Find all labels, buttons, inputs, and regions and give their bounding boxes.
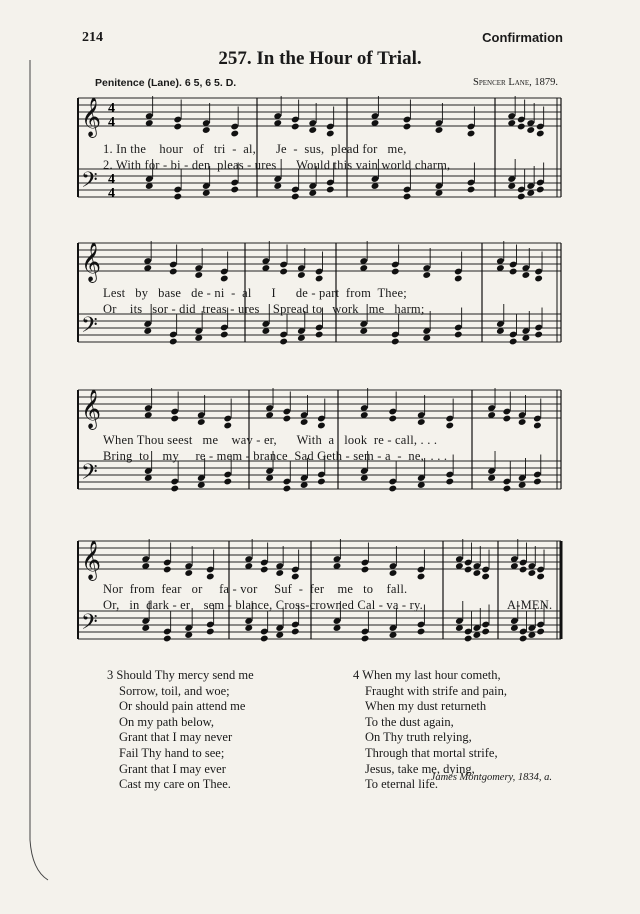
note-head — [223, 478, 232, 486]
stanza3-line: Or should pain attend me — [119, 699, 246, 714]
note-head — [533, 422, 542, 430]
note-head — [435, 126, 444, 134]
note-head — [536, 628, 545, 636]
stanza3-line: On my path below, — [119, 714, 215, 729]
note-head — [422, 271, 431, 279]
treble-clef-icon: 𝄞 — [81, 389, 102, 429]
stanza4-line: 4 When my last hour cometh, — [353, 668, 501, 682]
note-head — [526, 126, 535, 134]
note-head — [534, 275, 543, 283]
note-head — [388, 415, 397, 423]
bass-clef-icon: 𝄢 — [81, 168, 98, 198]
note-head — [315, 331, 324, 339]
note-head — [223, 422, 232, 430]
stanza4-line: To the dust again, — [365, 714, 454, 729]
note-head — [202, 126, 211, 134]
treble-clef-icon: 𝄞 — [81, 540, 102, 580]
system3-verse2: Bring to my re - mem - brance Sad Geth - sem - a - ne, . . . — [103, 449, 448, 463]
note-head — [275, 569, 284, 577]
stanza3-line: Grant that I may never — [119, 730, 233, 745]
bass-clef-icon: 𝄢 — [81, 313, 98, 343]
note-head — [170, 485, 179, 493]
time-signature: 4 — [108, 172, 115, 187]
system4-verse2: Or, in dark - er sem - blance, Cross-crowned Cal - va - ry. — [103, 598, 423, 612]
note-head — [163, 635, 172, 643]
note-head — [317, 422, 326, 430]
note-head — [326, 186, 335, 194]
note-head — [260, 566, 269, 574]
note-head — [291, 573, 300, 581]
stanza4-line: Through that mortal strife, — [365, 745, 498, 760]
note-head — [467, 130, 476, 138]
note-head — [230, 186, 239, 194]
note-head — [206, 628, 215, 636]
stanza3-line: Grant that I may ever — [119, 761, 226, 776]
stanza4-line: When my dust returneth — [365, 699, 487, 714]
system3-verse1: When Thou seest me wav - er, With a look re - call, . . . — [103, 433, 438, 447]
note-head — [517, 123, 526, 131]
note-head — [194, 271, 203, 279]
note-head — [454, 275, 463, 283]
note-head — [197, 418, 206, 426]
note-head — [403, 123, 412, 131]
note-head — [481, 573, 490, 581]
note-head — [260, 635, 269, 643]
stanza3-line: Sorrow, toil, and woe; — [119, 683, 230, 698]
note-head — [517, 193, 526, 201]
note-head — [445, 478, 454, 486]
system1-verse1: 1. In the hour of tri - al, Je - sus, plead for me, — [103, 142, 407, 156]
stanza3-line: Cast my care on Thee. — [119, 777, 231, 792]
note-head — [388, 485, 397, 493]
note-head — [519, 635, 528, 643]
treble-clef-icon: 𝄞 — [81, 97, 102, 137]
note-head — [326, 130, 335, 138]
note-head — [503, 485, 512, 493]
note-head — [169, 338, 178, 346]
stanza3-line: Fail Thy hand to see; — [119, 745, 225, 760]
stanza-3 — [107, 668, 254, 793]
note-head — [534, 331, 543, 339]
note-head — [518, 418, 527, 426]
note-head — [206, 573, 215, 581]
system2-verse2: Or its sor - did treas - ures Spread to work me harm; — [103, 302, 425, 316]
note-head — [519, 566, 528, 574]
note-head — [509, 268, 518, 276]
note-head — [445, 422, 454, 430]
note-head — [173, 123, 182, 131]
note-head — [536, 186, 545, 194]
note-head — [291, 193, 300, 201]
page-edge — [30, 60, 48, 880]
page-number: 214 — [82, 30, 103, 45]
bass-clef-icon: 𝄢 — [81, 610, 98, 640]
bass-clef-icon: 𝄢 — [81, 460, 98, 490]
note-head — [481, 628, 490, 636]
note-head — [533, 478, 542, 486]
note-head — [220, 331, 229, 339]
note-head — [184, 569, 193, 577]
note-head — [291, 628, 300, 636]
stanza4-line: Jesus, take me, dying, — [365, 761, 475, 776]
time-signature: 4 — [108, 115, 115, 130]
note-head — [169, 268, 178, 276]
note-head — [300, 418, 309, 426]
time-signature: 4 — [108, 186, 115, 201]
hymn-title: 257. In the Hour of Trial. — [218, 48, 422, 69]
stanza4-line: To eternal life. — [365, 777, 439, 792]
treble-clef-icon: 𝄞 — [81, 242, 102, 282]
note-head — [522, 271, 531, 279]
system4-verse1: Nor from fear or fa - vor Suf - fer me to fall. — [103, 582, 408, 596]
section-heading: Confirmation — [482, 30, 563, 45]
note-head — [403, 193, 412, 201]
tune-name: Penitence (Lane). 6 5, 6 5. D. — [95, 77, 237, 89]
note-head — [509, 338, 518, 346]
note-head — [283, 485, 292, 493]
note-head — [220, 275, 229, 283]
note-head — [536, 573, 545, 581]
note-head — [417, 628, 426, 636]
note-head — [464, 635, 473, 643]
note-head — [389, 569, 398, 577]
note-head — [279, 268, 288, 276]
note-head — [315, 275, 324, 283]
composer-credit: Spencer Lane, 1879. — [473, 77, 558, 88]
note-head — [536, 130, 545, 138]
note-head — [467, 186, 476, 194]
amen-label: A-MEN. — [507, 598, 553, 612]
stanza4-line: Fraught with strife and pain, — [365, 683, 507, 698]
note-head — [503, 415, 512, 423]
note-head — [170, 415, 179, 423]
time-signature: 4 — [108, 101, 115, 116]
note-head — [173, 193, 182, 201]
system1-verse2: 2. With for - bi - den pleas - ures Would this vain world charm, — [103, 158, 451, 172]
note-head — [291, 123, 300, 131]
author-attribution: James Montgomery, 1834, a. — [430, 772, 552, 783]
stanza4-line: On Thy truth relying, — [365, 730, 472, 745]
note-head — [454, 331, 463, 339]
stanza3-line: 3 Should Thy mercy send me — [107, 668, 254, 682]
note-head — [417, 573, 426, 581]
note-head — [163, 566, 172, 574]
system2-verse1: Lest by base de - ni - al I de - part from Thee; — [103, 286, 407, 300]
note-head — [279, 338, 288, 346]
note-head — [473, 569, 482, 577]
note-head — [361, 635, 370, 643]
note-head — [361, 566, 370, 574]
note-head — [464, 566, 473, 574]
note-head — [528, 569, 537, 577]
note-head — [230, 130, 239, 138]
note-head — [391, 338, 400, 346]
note-head — [283, 415, 292, 423]
note-head — [417, 418, 426, 426]
note-head — [391, 268, 400, 276]
note-head — [317, 478, 326, 486]
note-head — [308, 126, 317, 134]
note-head — [297, 271, 306, 279]
